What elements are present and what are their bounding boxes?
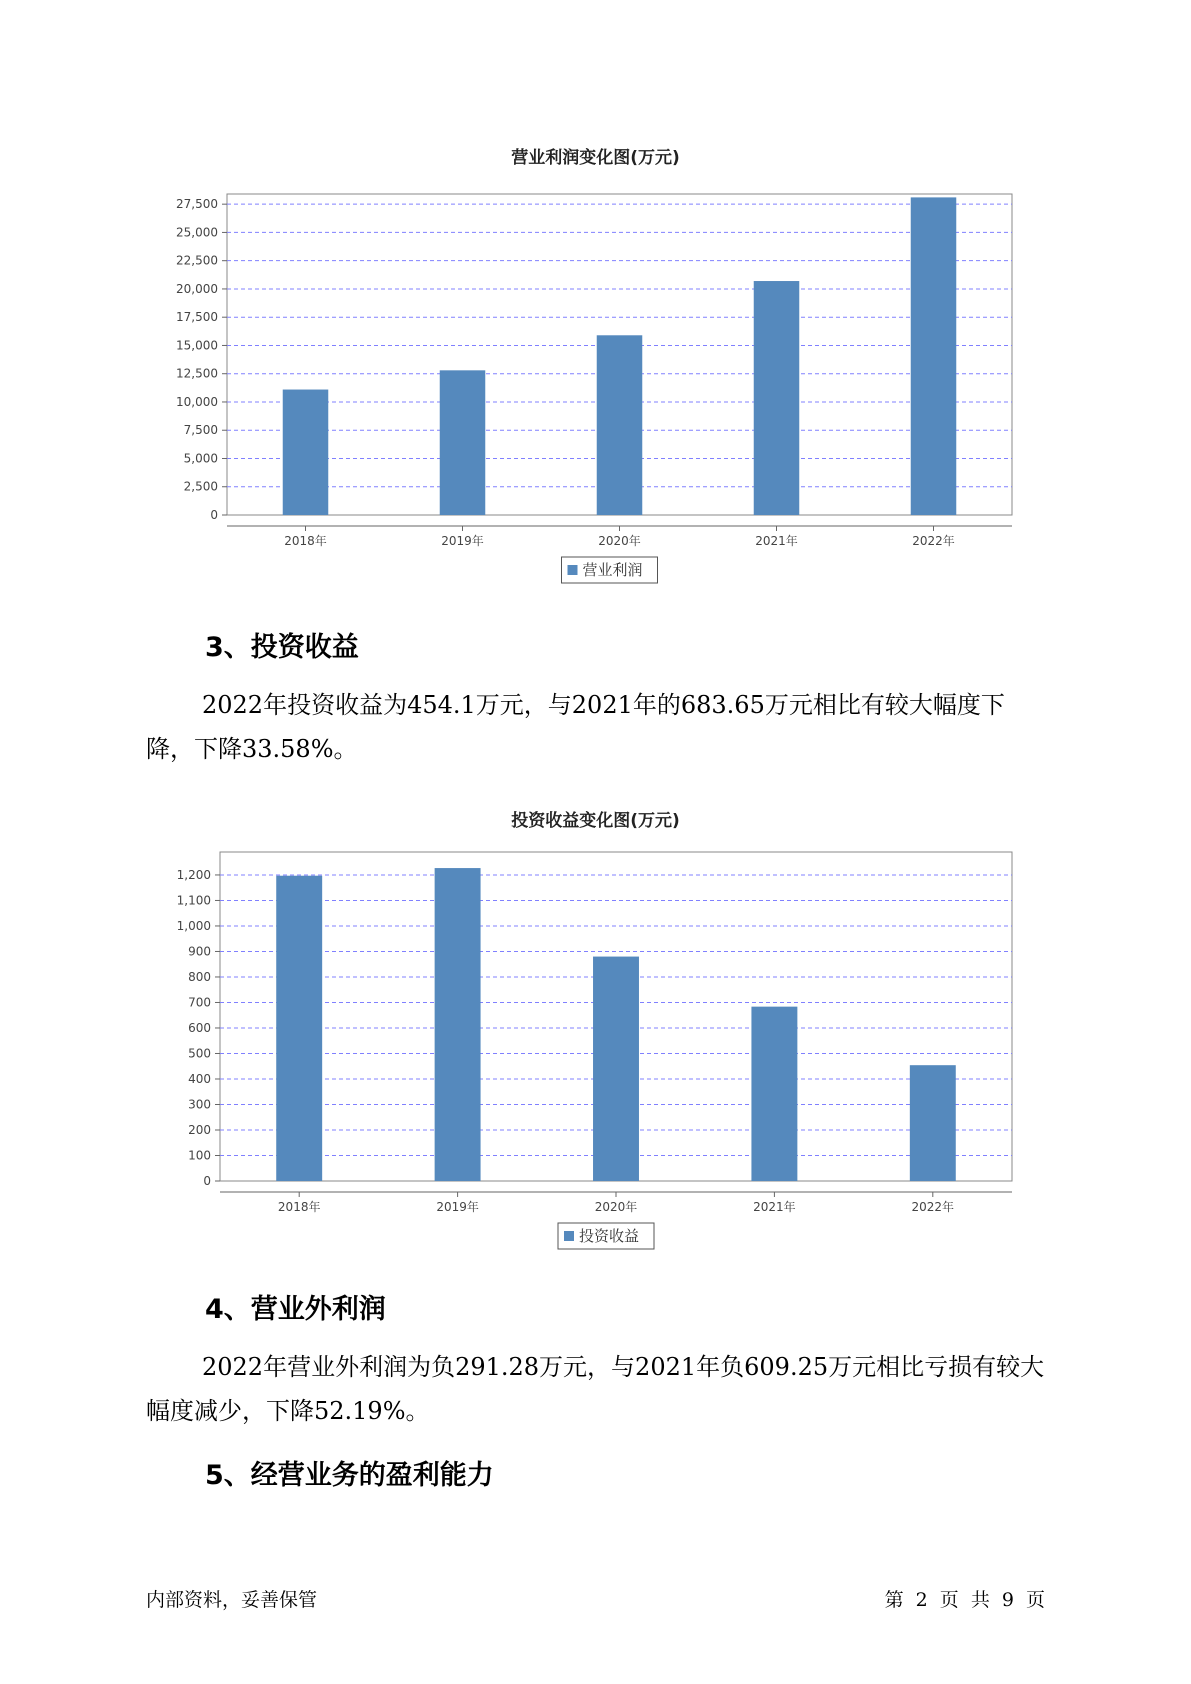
chart-2-title: 投资收益变化图(万元)	[511, 811, 680, 831]
footer-page-number: 第 2 页 共 9 页	[884, 1589, 1045, 1611]
x-tick-label: 2019年	[441, 534, 484, 548]
y-tick-label: 400	[188, 1071, 211, 1086]
bar	[435, 868, 481, 1181]
y-tick-label: 0	[210, 508, 218, 522]
y-tick-label: 500	[188, 1046, 211, 1061]
x-tick-label: 2020年	[594, 1200, 638, 1214]
chart-1-title: 营业利润变化图(万元)	[511, 148, 680, 168]
y-tick-label: 15,000	[176, 338, 218, 353]
legend-swatch	[568, 565, 578, 575]
footer-confidential-note: 内部资料，妥善保管	[146, 1589, 318, 1611]
y-tick-label: 7,500	[183, 423, 218, 438]
y-tick-label: 25,000	[176, 225, 218, 240]
y-tick-label: 22,500	[176, 253, 218, 268]
x-tick-label: 2022年	[912, 534, 955, 548]
section-4-heading: 4、营业外利润	[205, 1294, 386, 1325]
y-tick-label: 12,500	[176, 366, 218, 381]
y-tick-label: 0	[203, 1174, 211, 1188]
x-tick-label: 2020年	[598, 534, 641, 548]
bar	[276, 876, 322, 1181]
section-5-heading: 5、经营业务的盈利能力	[205, 1460, 494, 1491]
x-tick-label: 2018年	[277, 1200, 321, 1214]
y-tick-label: 900	[188, 944, 211, 959]
y-tick-label: 17,500	[176, 310, 218, 325]
section-4-paragraph: 2022年营业外利润为负291.28万元，与2021年负609.25万元相比亏损有较大幅度减少，下降52.19%。	[146, 1353, 1045, 1425]
section-3-heading: 3、投资收益	[205, 632, 359, 663]
y-tick-label: 10,000	[176, 394, 218, 409]
bar	[754, 281, 800, 515]
x-tick-label: 2021年	[753, 1200, 796, 1214]
bar	[751, 1007, 797, 1181]
legend-label: 营业利润	[582, 561, 643, 579]
bar	[440, 370, 486, 515]
bar	[911, 197, 957, 515]
operating-profit-chart	[0, 175, 1191, 595]
y-tick-label: 700	[188, 995, 211, 1010]
y-tick-label: 1,200	[176, 867, 211, 882]
bar	[593, 957, 639, 1181]
bar	[597, 335, 643, 515]
investment-income-chart	[0, 838, 1191, 1258]
y-tick-label: 100	[188, 1148, 211, 1163]
y-tick-label: 20,000	[176, 281, 218, 296]
bar	[283, 390, 329, 515]
y-tick-label: 2,500	[183, 479, 218, 494]
y-tick-label: 27,500	[176, 197, 218, 212]
y-tick-label: 800	[188, 969, 211, 984]
y-tick-label: 1,000	[176, 918, 211, 933]
x-tick-label: 2019年	[436, 1200, 479, 1214]
y-tick-label: 5,000	[183, 451, 218, 466]
y-tick-label: 1,100	[176, 893, 211, 908]
legend-swatch	[564, 1231, 574, 1241]
x-tick-label: 2018年	[284, 534, 327, 548]
x-tick-label: 2021年	[755, 534, 798, 548]
bar	[910, 1065, 956, 1181]
x-tick-label: 2022年	[911, 1200, 955, 1214]
legend-label: 投资收益	[579, 1227, 640, 1245]
section-3-paragraph: 2022年投资收益为454.1万元，与2021年的683.65万元相比有较大幅度下降，下降33.58%。	[146, 691, 1005, 763]
y-tick-label: 600	[188, 1020, 211, 1035]
y-tick-label: 200	[188, 1122, 211, 1137]
y-tick-label: 300	[188, 1097, 211, 1112]
